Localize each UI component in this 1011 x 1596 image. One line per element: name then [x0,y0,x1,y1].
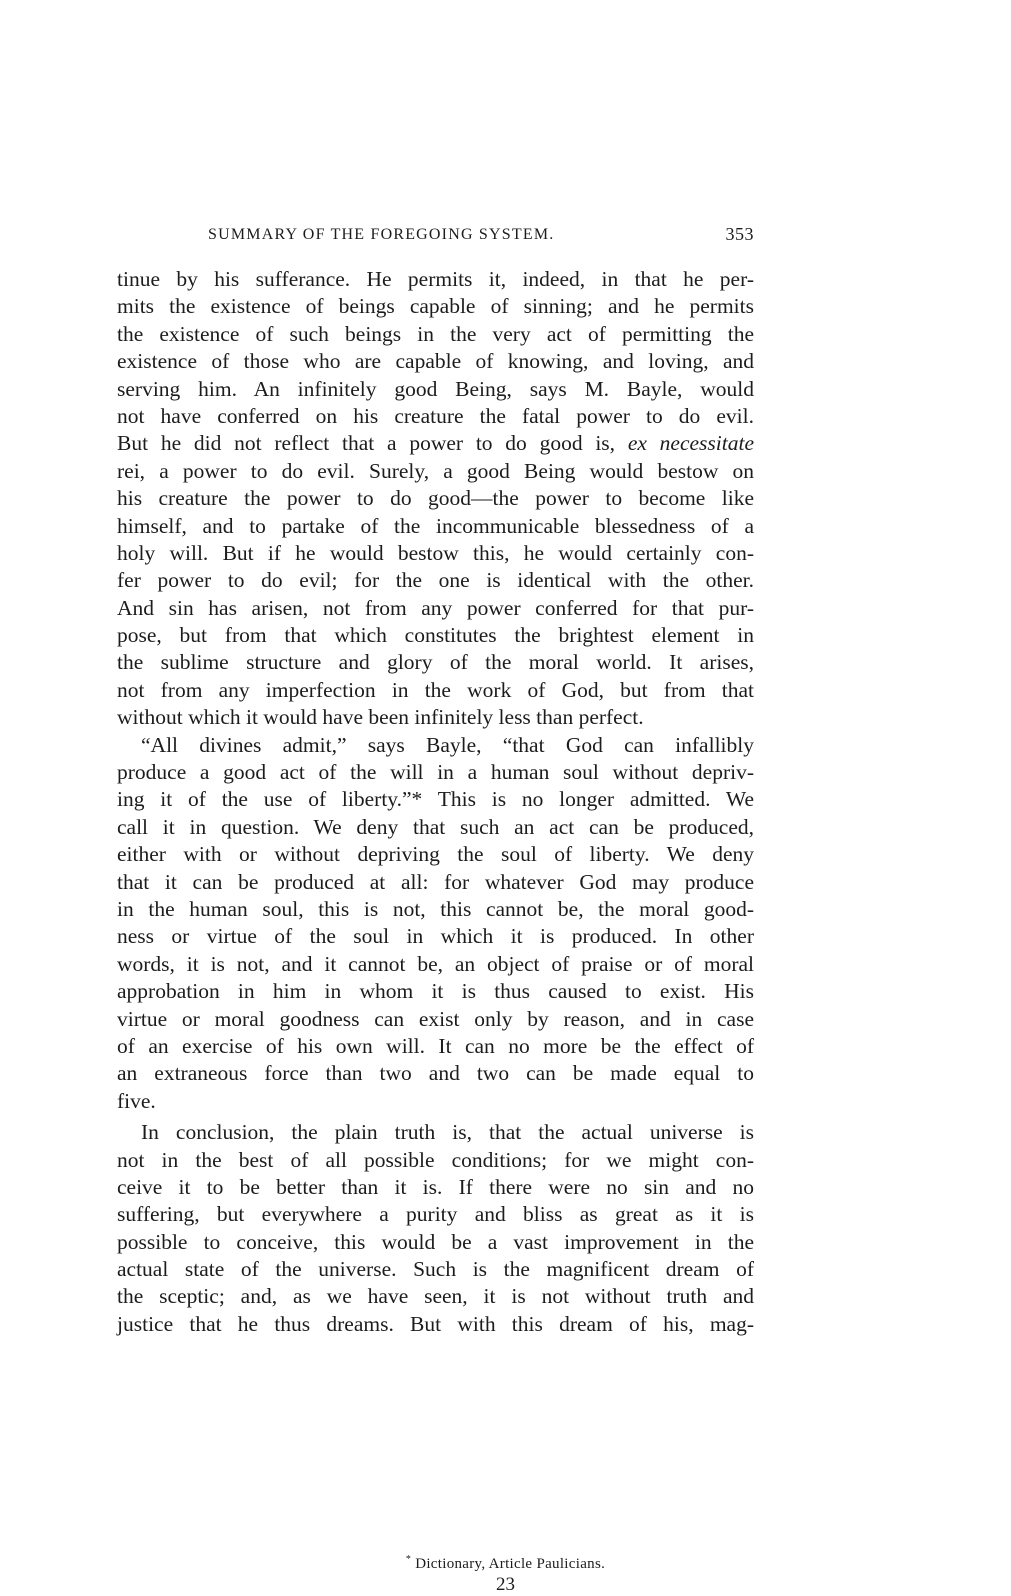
text-line: five. [117,1088,156,1113]
text-line: not from any imperfection in the work of God, but from that [117,677,754,702]
page-number: 353 [725,224,754,244]
text-line: And sin has arisen, not from any power conferred for that pur- [117,595,754,620]
text-line: justice that he thus dreams. But with this dream of his, mag- [117,1311,754,1336]
text-line: of an exercise of his own will. It can no more be the effect of [117,1033,754,1058]
text-line: the sceptic; and, as we have seen, it is not without truth and [117,1284,754,1309]
text-line: approbation in him in whom it is thus caused to exist. His [117,979,754,1004]
text-line: either with or without depriving the soul of liberty. We deny [117,842,754,867]
text-line: in the human soul, this is not, this cannot be, the moral good- [117,896,754,921]
text-line: produce a good act of the will in a human soul without depriv- [117,760,754,785]
text-line: ing it of the use of liberty.”* This is no longer admitted. We [117,787,754,812]
text-line: “All divines admit,” says Bayle, “that God can infallibly [141,732,754,757]
text-line: In conclusion, the plain truth is, that the actual universe is [141,1120,754,1145]
text-line: existence of those who are capable of knowing, and loving, and [117,349,754,374]
text-line: possible to conceive, this would be a vast improvement in the [117,1229,754,1254]
text-line: ness or virtue of the soul in which it is produced. In other [117,924,754,949]
text-line: his creature the power to do good—the power to become like [117,486,754,511]
text-line: pose, but from that which constitutes the brightest element in [117,623,754,648]
text-line: actual state of the universe. Such is the magnificent dream of [117,1257,754,1282]
text-line: tinue by his sufferance. He permits it, indeed, in that he per- [117,267,754,291]
text-line: holy will. But if he would bestow this, he would certainly con- [117,540,754,565]
text-line: words, it is not, and it cannot be, an object of praise or of moral [117,951,754,976]
text-line: the sublime structure and glory of the moral world. It arises, [117,650,754,675]
text-line: that it can be produced at all: for whatever God may produce [117,869,754,894]
body-text [117,266,754,1338]
signature-mark: 23 [496,1574,515,1595]
text-line-with-italic [117,430,754,457]
text-line: suffering, but everywhere a purity and bliss as great as it is [117,1202,754,1227]
text-line: himself, and to partake of the incommunicable blessedness of a [117,513,754,538]
text-line: mits the existence of beings capable of sinning; and he permits [117,294,754,319]
text-line: rei, a power to do evil. Surely, a good Being would bestow on [117,458,754,483]
footnote-text: Dictionary, Article Paulicians. [415,1556,606,1572]
running-head [208,222,754,252]
text-line: ceive it to be better than it is. If there were no sin and no [117,1174,754,1199]
text-line: virtue or moral goodness can exist only by reason, and in case [117,1006,754,1031]
footnote [0,1554,1011,1573]
text-line: not have conferred on his creature the fatal power to do evil. [117,403,754,428]
text-line: fer power to do evil; for the one is identical with the other. [117,568,754,593]
text-segment: But he did not reflect that a power to do good is, [117,431,616,456]
text-line: not in the best of all possible conditions; for we might con- [117,1147,754,1172]
text-line: the existence of such beings in the very act of permitting the [117,321,754,346]
text-line: an extraneous force than two and two can be made equal to [117,1061,754,1086]
footnote-mark: * [405,1554,412,1565]
running-title: SUMMARY OF THE FOREGOING SYSTEM. [208,226,555,243]
text-line: call it in question. We deny that such an act can be produced, [117,814,754,839]
text-line: serving him. An infinitely good Being, says M. Bayle, would [117,376,754,401]
text-line: without which it would have been infinitely less than perfect. [117,705,644,730]
italic-phrase: ex necessitate [627,431,754,456]
